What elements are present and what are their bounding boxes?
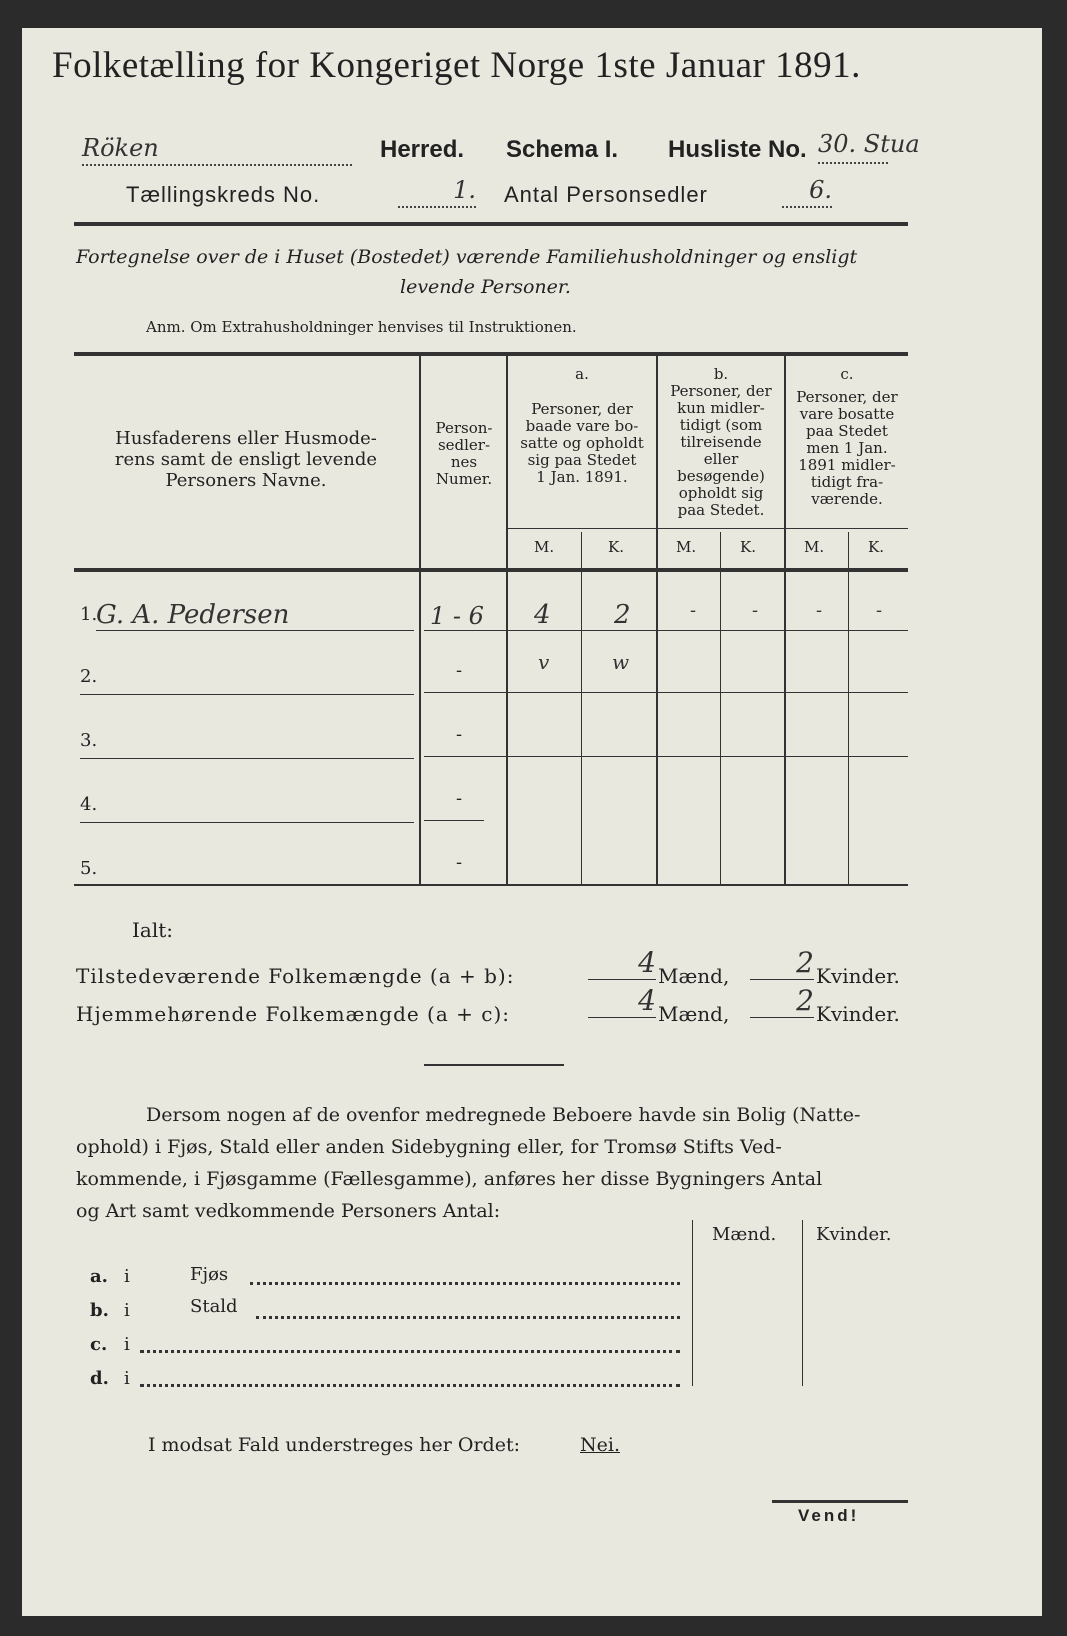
row-line [424, 692, 908, 693]
col-a-line: Personer, der [531, 400, 633, 418]
col-b-letter: b. [713, 365, 729, 383]
bolig-letter: d. [90, 1368, 109, 1389]
bolig-i: i [124, 1300, 130, 1321]
person-sedler: - [456, 852, 463, 873]
anm-note: Anm. Om Extrahusholdninger henvises til Instruktionen. [146, 318, 577, 336]
bolig-i: i [124, 1266, 130, 1287]
vend-label: Vend! [798, 1506, 860, 1525]
vend-rule [772, 1500, 908, 1503]
b-m-value: - [690, 600, 697, 621]
col-num-line: Person- [435, 419, 493, 437]
col-name-header [76, 428, 416, 491]
col-c-letter: c. [840, 365, 854, 383]
modsat-text: I modsat Fald understreges her Ordet: [148, 1434, 520, 1456]
b-k-value: - [752, 600, 759, 621]
row-line [96, 630, 414, 631]
col-b-line: tidigt (som [679, 416, 763, 434]
col-a-header [508, 366, 656, 486]
col-a-line: baade vare bo- [525, 417, 639, 435]
col-c-line: paa Stedet [806, 422, 888, 440]
tilstede-maend-value: 4 [588, 946, 656, 980]
row-number: 4. [80, 794, 98, 815]
separator [424, 1064, 564, 1066]
col-num-line: Numer. [435, 470, 493, 488]
m-label: M. [534, 538, 555, 556]
dotted-line [140, 1374, 680, 1387]
row-line [80, 694, 414, 695]
header-rule [74, 222, 908, 226]
col-name-line: Husfaderens eller Husmode- [115, 428, 377, 449]
person-name: G. A. Pedersen [96, 600, 290, 630]
col-b-line: paa Stedet. [677, 501, 765, 519]
antal-value: 6. [782, 176, 832, 208]
husliste-label: Husliste No. [668, 136, 807, 163]
m-label: M. [676, 538, 697, 556]
col-divider [848, 532, 849, 884]
col-c-line: værende. [811, 490, 883, 508]
col-c-line: vare bosatte [799, 405, 895, 423]
a-m-value: 4 [534, 600, 551, 630]
tilstede-kvinder-value: 2 [750, 946, 814, 980]
table-top-rule [74, 352, 908, 356]
col-c-line: 1891 midler- [798, 456, 896, 474]
col-b-line: besøgende) [677, 467, 765, 485]
hjemme-label: Hjemmehørende Folkemængde (a + c): [76, 1002, 510, 1026]
intro-line-2: levende Personer. [400, 276, 571, 298]
bolig-label: Stald [190, 1296, 238, 1317]
col-c-header [786, 366, 908, 508]
col-c-line: men 1 Jan. [806, 439, 888, 457]
form-title: Folketælling for Kongeriget Norge 1ste Januar 1891. [52, 45, 861, 86]
hjemme-maend-value: 4 [588, 984, 656, 1018]
row-line [80, 822, 414, 823]
row-number: 2. [80, 666, 98, 687]
husliste-value: 30. Stua [818, 130, 888, 164]
schema-label: Schema I. [506, 136, 619, 163]
a-m-value: v [538, 650, 550, 674]
table-header-rule [74, 568, 908, 572]
row-number: 5. [80, 858, 98, 879]
k-label: K. [868, 538, 884, 556]
dotted-line [140, 1340, 680, 1353]
mk-rule [508, 528, 908, 529]
dotted-line [256, 1306, 680, 1319]
c-m-value: - [816, 600, 823, 621]
person-sedler: - [456, 660, 463, 681]
kvinder-label: Kvinder. [816, 964, 900, 988]
row-number: 1. [80, 604, 98, 625]
col-num-line: sedler- [437, 436, 491, 454]
k-label: K. [608, 538, 624, 556]
person-sedler: 1 - 6 [430, 602, 484, 630]
col-num-header [422, 420, 506, 488]
col-divider [720, 532, 721, 884]
col-divider [692, 1220, 693, 1386]
row-line [424, 630, 908, 631]
col-num-line: nes [450, 453, 478, 471]
kvinder-label: Kvinder. [816, 1002, 900, 1026]
bolig-p2: ophold) i Fjøs, Stald eller anden Sidebygning eller, for Tromsø Stifts Ved- [76, 1136, 782, 1158]
col-b-header [658, 366, 784, 519]
intro-line-1: Fortegnelse over de i Huset (Bostedet) værende Familiehusholdninger og ensligt [76, 246, 858, 268]
bolig-p4: og Art samt vedkommende Personers Antal: [76, 1200, 501, 1222]
kreds-value: 1. [398, 176, 476, 208]
bolig-label: Fjøs [190, 1264, 229, 1285]
a-k-value: w [612, 650, 630, 674]
col-divider [802, 1220, 803, 1386]
herred-label: Herred. [380, 136, 465, 163]
person-sedler: - [456, 724, 463, 745]
row-line [424, 820, 484, 821]
dotted-line [250, 1272, 680, 1285]
row-number: 3. [80, 730, 98, 751]
m-label: M. [804, 538, 825, 556]
bolig-p3: kommende, i Fjøsgamme (Fællesgamme), anføres her disse Bygningers Antal [76, 1168, 823, 1190]
bolig-i: i [124, 1368, 130, 1389]
bolig-letter: a. [90, 1266, 108, 1287]
kreds-label: Tællingskreds No. [126, 182, 321, 207]
a-k-value: 2 [614, 600, 631, 630]
col-c-line: tidigt fra- [810, 473, 884, 491]
col-a-letter: a. [575, 365, 589, 383]
col-b-line: eller [703, 450, 739, 468]
col-a-line: sig paa Stedet [527, 451, 637, 469]
col-b-line: tilreisende [680, 433, 762, 451]
maend-label: Mænd, [658, 1002, 730, 1026]
col-divider [581, 532, 582, 884]
col-name-line: Personers Navne. [165, 470, 327, 491]
antal-label: Antal Personsedler [504, 182, 708, 207]
k-label: K. [740, 538, 756, 556]
row-line [424, 756, 908, 757]
bolig-p1: Dersom nogen af de ovenfor medregnede Beboere havde sin Bolig (Natte- [146, 1104, 861, 1126]
bolig-letter: c. [90, 1334, 108, 1355]
col-c-line: Personer, der [796, 388, 898, 406]
col-b-line: opholdt sig [678, 484, 764, 502]
col-b-line: Personer, der [670, 382, 772, 400]
col-a-line: satte og opholdt [520, 434, 644, 452]
col-name-line: rens samt de ensligt levende [114, 449, 378, 470]
table-bottom-rule [74, 884, 908, 886]
person-sedler: - [456, 788, 463, 809]
ialt-label: Ialt: [132, 918, 173, 942]
bolig-maend-header: Mænd. [712, 1224, 777, 1245]
col-a-line: 1 Jan. 1891. [536, 468, 628, 486]
maend-label: Mænd, [658, 964, 730, 988]
bolig-kvinder-header: Kvinder. [816, 1224, 892, 1245]
col-b-line: kun midler- [677, 399, 765, 417]
nei-word: Nei. [580, 1434, 620, 1456]
row-line [80, 758, 414, 759]
herred-value: Röken [82, 134, 352, 166]
col-divider [419, 356, 421, 884]
c-k-value: - [876, 600, 883, 621]
hjemme-kvinder-value: 2 [750, 984, 814, 1018]
bolig-letter: b. [90, 1300, 109, 1321]
bolig-i: i [124, 1334, 130, 1355]
tilstede-label: Tilstedeværende Folkemængde (a + b): [76, 964, 515, 988]
